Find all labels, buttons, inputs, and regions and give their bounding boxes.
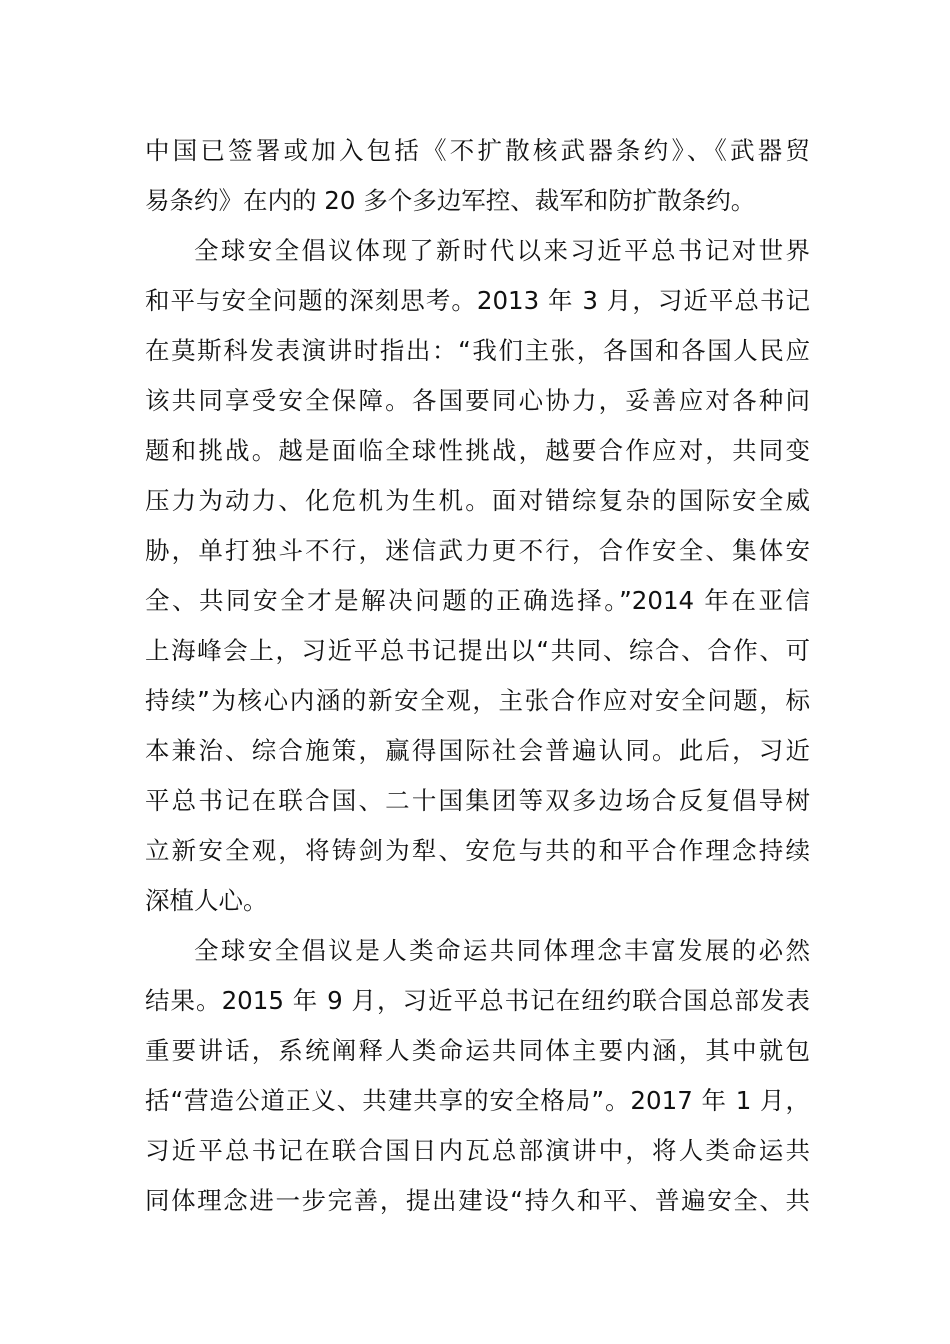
body-text [145,126,810,1226]
text-line: 深植人心。 [145,886,268,915]
text-line: 在莫斯科发表演讲时指出：“我们主张，各国和各国人民应 [145,336,810,365]
text-line: 压力为动力、化危机为生机。面对错综复杂的国际安全威 [145,486,810,515]
text-line: 括“营造公道正义、共建共享的安全格局”。2017 年 1 月， [145,1086,810,1115]
text-line: 易条约》在内的 20 多个多边军控、裁军和防扩散条约。 [145,186,756,215]
text-line: 本兼治、综合施策，赢得国际社会普遍认同。此后，习近 [145,736,810,765]
text-line: 重要讲话，系统阐释人类命运共同体主要内涵，其中就包 [145,1036,810,1065]
text-line: 习近平总书记在联合国日内瓦总部演讲中，将人类命运共 [145,1136,810,1165]
text-line: 立新安全观，将铸剑为犁、安危与共的和平合作理念持续 [145,836,810,865]
text-line: 同体理念进一步完善，提出建设“持久和平、普遍安全、共 [145,1186,810,1215]
text-line: 全球安全倡议是人类命运共同体理念丰富发展的必然 [194,936,810,965]
text-line: 中国已签署或加入包括《不扩散核武器条约》、《武器贸 [145,136,810,165]
text-line: 上海峰会上，习近平总书记提出以“共同、综合、合作、可 [145,636,810,665]
text-line: 全、共同安全才是解决问题的正确选择。”2014 年在亚信 [145,586,810,615]
text-line: 该共同享受安全保障。各国要同心协力，妥善应对各种问 [145,386,810,415]
text-line: 平总书记在联合国、二十国集团等双多边场合反复倡导树 [145,786,810,815]
text-line: 持续”为核心内涵的新安全观，主张合作应对安全问题，标 [145,686,810,715]
text-line: 全球安全倡议体现了新时代以来习近平总书记对世界 [194,236,810,265]
text-line: 胁，单打独斗不行，迷信武力更不行，合作安全、集体安 [145,536,810,565]
text-line: 题和挑战。越是面临全球性挑战，越要合作应对，共同变 [145,436,810,465]
text-line: 和平与安全问题的深刻思考。2013 年 3 月，习近平总书记 [145,286,810,315]
text-line: 结果。2015 年 9 月，习近平总书记在纽约联合国总部发表 [145,986,810,1015]
